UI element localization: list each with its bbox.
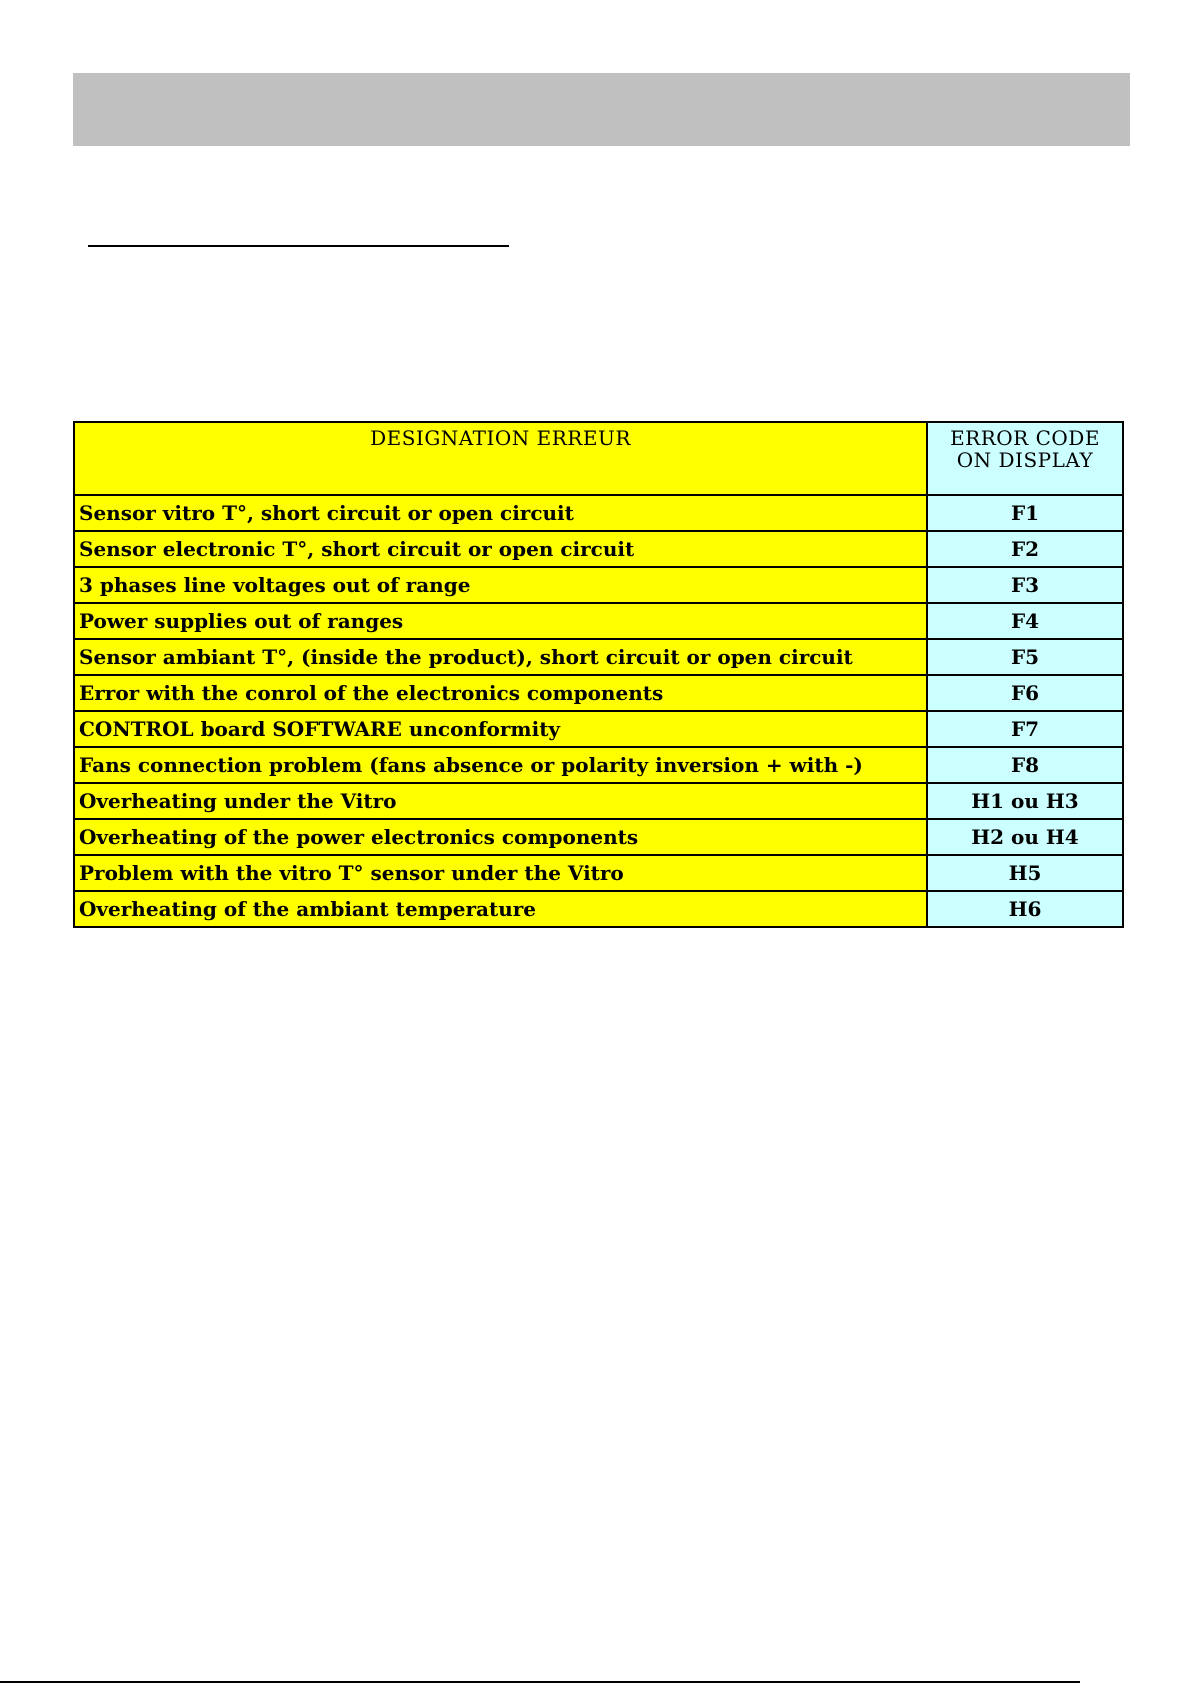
error-code: F5 <box>927 639 1123 675</box>
error-designation: 3 phases line voltages out of range <box>74 567 927 603</box>
error-code: F7 <box>927 711 1123 747</box>
table-row <box>74 783 1123 819</box>
error-code-column-header: ERROR CODE ON DISPLAY <box>927 422 1123 495</box>
error-designation: Sensor vitro T°, short circuit or open circuit <box>74 495 927 531</box>
error-code: H1 ou H3 <box>927 783 1123 819</box>
table-row <box>74 495 1123 531</box>
error-code: F2 <box>927 531 1123 567</box>
table-row <box>74 711 1123 747</box>
table-row <box>74 855 1123 891</box>
error-designation: CONTROL board SOFTWARE unconformity <box>74 711 927 747</box>
error-designation: Error with the conrol of the electronics components <box>74 675 927 711</box>
table-row <box>74 639 1123 675</box>
table-header-row <box>74 422 1123 495</box>
error-designation: Sensor electronic T°, short circuit or open circuit <box>74 531 927 567</box>
table-row <box>74 675 1123 711</box>
error-designation: Fans connection problem (fans absence or polarity inversion + with -) <box>74 747 927 783</box>
table-row <box>74 747 1123 783</box>
error-code-table <box>73 421 1124 928</box>
error-code: F1 <box>927 495 1123 531</box>
error-code: F4 <box>927 603 1123 639</box>
error-code: H6 <box>927 891 1123 927</box>
heading-underline <box>88 245 509 247</box>
page-bottom-rule <box>0 1681 1080 1683</box>
error-designation: Problem with the vitro T° sensor under the Vitro <box>74 855 927 891</box>
table-row <box>74 531 1123 567</box>
error-code: H5 <box>927 855 1123 891</box>
error-designation: Sensor ambiant T°, (inside the product), short circuit or open circuit <box>74 639 927 675</box>
error-designation: Overheating of the power electronics components <box>74 819 927 855</box>
error-designation: Power supplies out of ranges <box>74 603 927 639</box>
error-code: F3 <box>927 567 1123 603</box>
error-code: F8 <box>927 747 1123 783</box>
table-row <box>74 603 1123 639</box>
table-row <box>74 567 1123 603</box>
error-code: H2 ou H4 <box>927 819 1123 855</box>
table-row <box>74 891 1123 927</box>
table-row <box>74 819 1123 855</box>
header-band <box>73 73 1130 146</box>
error-code: F6 <box>927 675 1123 711</box>
error-designation: Overheating under the Vitro <box>74 783 927 819</box>
error-designation: Overheating of the ambiant temperature <box>74 891 927 927</box>
designation-column-header: DESIGNATION ERREUR <box>74 422 927 495</box>
